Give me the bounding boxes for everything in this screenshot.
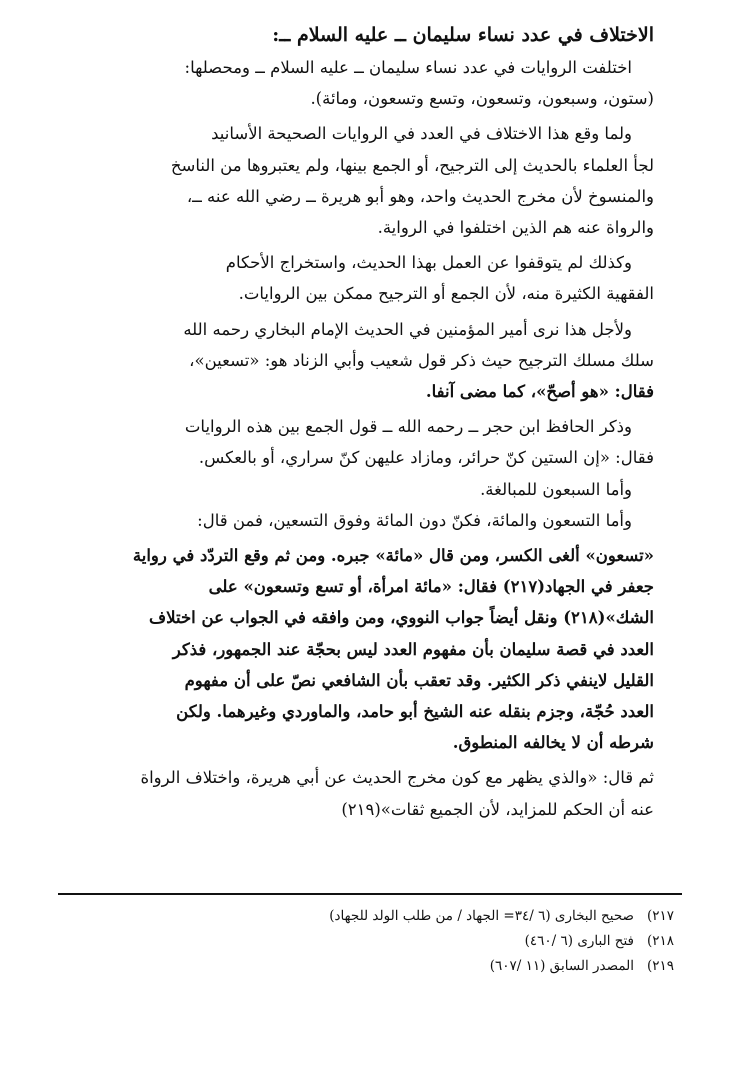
footnote-item	[130, 929, 674, 954]
text-line: وأما السبعون للمبالغة.	[480, 479, 632, 499]
footnote-item	[130, 954, 674, 979]
footnote-number: ٢١٧)	[646, 908, 674, 924]
text-line: جعفر في الجهاد(٢١٧) فقال: «مائة امرأة، أو تسع وتسعون» على	[208, 577, 654, 597]
text-line: ولأجل هذا نرى أمير المؤمنين في الحديث الإمام البخاري رحمه الله	[183, 319, 632, 339]
text-line: ثم قال: «والذي يظهر مع كون مخرج الحديث عن أبي هريرة، واختلاف الرواة	[140, 768, 654, 788]
text-line: القليل لاينفي ذكر الكثير. وقد تعقب بأن الشافعي نصّ على أن مفهوم	[184, 670, 654, 690]
footnote-text: المصدر السابق (١١ /٦٠٧)	[489, 958, 634, 974]
text-line: والرواة عنه هم الذين اختلفوا في الرواية.	[377, 218, 654, 238]
text-line: العدد في قصة سليمان بأن مفهوم العدد ليس بحجّة عند الجمهور، فذكر	[172, 639, 654, 659]
text-line: (ستون، وسبعون، وتسعون، وتسع وتسعون، ومائة).	[310, 89, 654, 109]
footnote-number: ٢١٩)	[646, 958, 674, 974]
paragraph-1	[58, 52, 654, 114]
text-line: الشك»(٢١٨) ونقل أيضاً جواب النووي، ومن وافقه في الجواب عن اختلاف	[149, 608, 654, 628]
text-line: ولما وقع هذا الاختلاف في العدد في الروايات الصحيحة الأسانيد	[211, 124, 632, 144]
text-line: عنه أن الحكم للمزايد، لأن الجميع ثقات»(٢١٩)	[341, 799, 654, 819]
text-line: فقال: «إن الستين كنّ حرائر، ومازاد عليهن كنّ سراري، أو بالعكس.	[198, 448, 654, 468]
footnote-text: فتح البارى (٦ /٤٦٠)	[524, 933, 634, 949]
paragraph-6	[58, 540, 654, 758]
paragraph-7	[58, 762, 654, 824]
paragraph-5	[58, 411, 654, 536]
text-line: والمنسوخ لأن مخرج الحديث واحد، وهو أبو هريرة ــ رضي الله عنه ــ،	[186, 186, 654, 206]
text-line: لجأ العلماء بالحديث إلى الترجيح، أو الجمع بينها، ولم يعتبروها من الناسخ	[170, 155, 654, 175]
footnote-text: صحيح البخارى (٦ /٣٤= الجهاد / من طلب الولد للجهاد)	[329, 908, 634, 924]
footnote-item	[130, 904, 674, 929]
footnotes	[130, 904, 674, 979]
text-line: العدد حُجّة، وجزم بنقله عنه الشيخ أبو حامد، والماوردي وغيرهما. ولكن	[176, 702, 654, 722]
text-line: وذكر الحافظ ابن حجر ــ رحمه الله ــ قول الجمع بين هذه الروايات	[184, 417, 632, 437]
footnote-number: ٢١٨)	[646, 933, 674, 949]
text-line: الفقهية الكثيرة منه، لأن الجمع أو الترجيح ممكن بين الروايات.	[238, 284, 654, 304]
footnote-divider	[58, 893, 682, 895]
text-line: «تسعون» ألغى الكسر، ومن قال «مائة» جبره. ومن ثم وقع التردّد في رواية	[132, 546, 654, 566]
text-line: اختلفت الروايات في عدد نساء سليمان ــ عليه السلام ــ ومحصلها:	[184, 58, 632, 77]
text-line: سلك مسلك الترجيح حيث ذكر قول شعيب وأبي الزناد هو: «تسعين»،	[189, 350, 654, 370]
paragraph-2	[58, 118, 654, 243]
text-line: فقال: «هو أصحّ»، كما مضى آنفا.	[425, 382, 654, 402]
paragraph-3	[58, 247, 654, 309]
paragraph-4	[58, 314, 654, 408]
text-line: وأما التسعون والمائة، فكنّ دون المائة وفوق التسعين، فمن قال:	[197, 510, 632, 530]
text-line: شرطه أن لا يخالفه المنطوق.	[452, 733, 654, 753]
text-line: وكذلك لم يتوقفوا عن العمل بهذا الحديث، واستخراج الأحكام	[225, 253, 632, 273]
section-heading: الاختلاف في عدد نساء سليمان ــ عليه السلام ــ:	[272, 24, 654, 46]
